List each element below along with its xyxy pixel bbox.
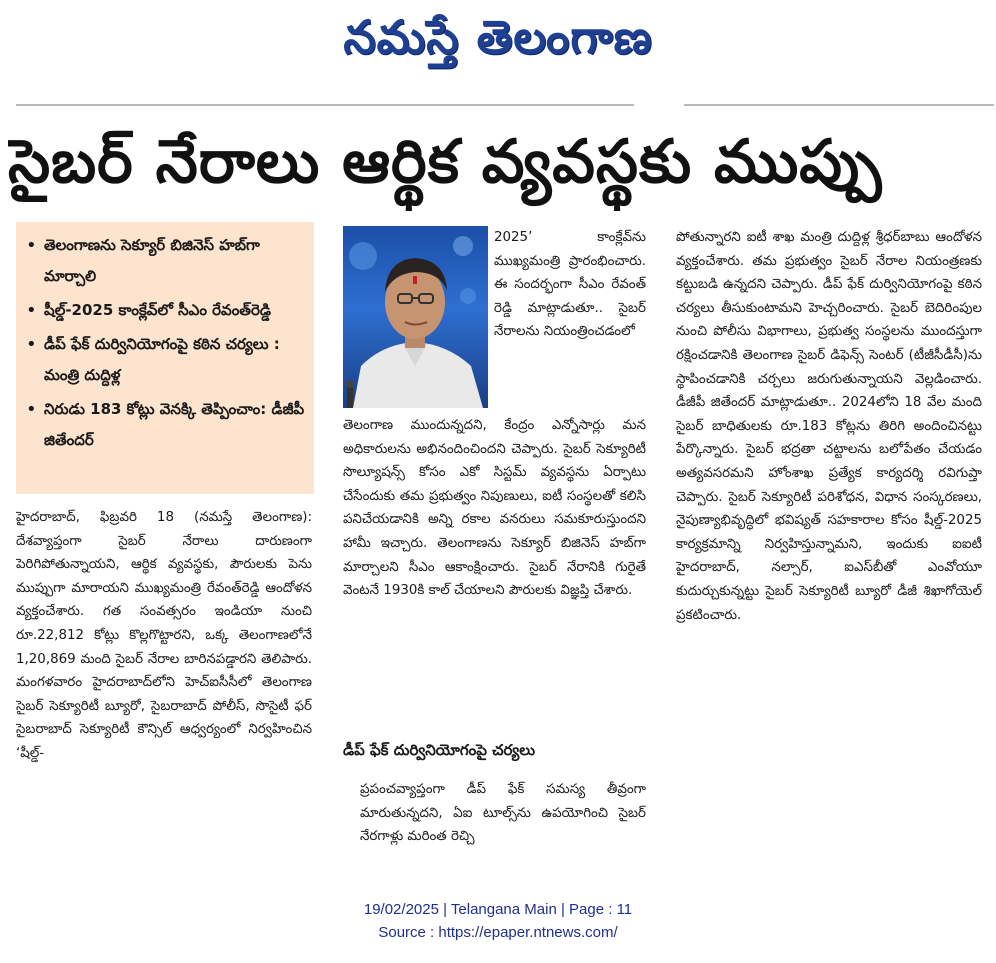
highlight-item	[26, 295, 308, 326]
bullet-icon: •	[26, 334, 37, 355]
article-paragraph: ప్రపంచవ్యాప్తంగా డీప్ ఫేక్ సమస్య తీవ్రంగా మారుతున్నదని, ఏఐ టూల్స్‌ను ఉపయోగించి సైబర్ నేరగాళ్లు మరింత రెచ్చి	[360, 782, 646, 845]
article-paragraph: పోతున్నారని ఐటీ శాఖ మంత్రి దుద్దిళ్ల శ్రీధర్‌బాబు ఆందోళన వ్యక్తంచేశారు. తమ ప్రభుత్వం సైబర్ నేరాల నియంత్రణకు కట్టుబడి ఉన్నదని చెప్పారు. డీప్ ఫేక్ దుర్వినియోగంపై కఠిన చర్యలు తీసుకుంటామని హెచ్చరించారు. సైబర్ బెదిరింపుల నుంచి పోలీసు విభాగాలు, ప్రభుత్వ సంస్థలను ముందస్తుగా రక్షించడానికి తెలంగాణ సైబర్ డిఫెన్స్ సెంటర్ (టీజీసీడీసీ)ను స్థాపించడానికి చర్చలు జరుగుతున్నాయని వెల్లడించారు. డీజీపీ జితేందర్ మాట్లాడుతూ.. 2024లోని 18 వేల మంది సైబర్ బాధితులకు రూ.183 కోట్లను తిరిగి అందించినట్టు పేర్కొన్నారు. సైబర్ భద్రతా చట్టాలను బలోపేతం చేయడం అత్యవసరమని హోంశాఖ ప్రత్యేక కార్యదర్శి రవిగుప్తా చెప్పారు. సైబర్ సెక్యూరిటీ పరిశోధన, విధాన సంస్కరణలు, నైపుణ్యాభివృద్ధిలో భవిష్యత్ సహకారాల కోసం షీల్డ్-2025 కార్యక్రమాన్ని నిర్వహిస్తున్నామని, ఇందుకు ఐఐటీ హైదరాబాద్, నల్సార్, ఐఎస్‌బీతో ఎంవోయూ కుదుర్చుకున్నట్టు సైబర్ సెక్యూరిటీ బ్యూరో డీజీ శిఖాగోయెల్ ప్రకటించారు.	[676, 230, 982, 623]
footer-source: Source : https://epaper.ntnews.com/	[378, 924, 618, 941]
highlights-box	[16, 222, 314, 494]
article-column-3	[676, 226, 982, 866]
bullet-icon: •	[26, 300, 37, 321]
top-rule-right	[684, 104, 994, 106]
article-paragraph: 2025’ కాంక్లేవ్‌ను ముఖ్యమంత్రి ప్రారంభించారు. ఈ సందర్భంగా సీఎం రేవంత్ రెడ్డి మాట్లాడుతూ.. సైబర్ నేరాలను నియంత్రించడంలో	[494, 230, 646, 340]
cm-photo	[343, 226, 488, 408]
bullet-icon: •	[26, 399, 37, 420]
top-rule-left	[16, 104, 634, 106]
headline: సైబర్ నేరాలు ఆర్థిక వ్యవస్థకు ముప్పు	[8, 127, 883, 197]
highlight-item	[26, 230, 308, 292]
article-column-1	[16, 506, 312, 866]
masthead-logo	[0, 4, 996, 70]
highlight-item	[26, 329, 308, 391]
highlight-text: తెలంగాణను సెక్యూర్ బిజినెస్ హబ్‌గా మార్చాలి	[44, 236, 260, 285]
highlight-text: డీప్ ఫేక్ దుర్వినియోగంపై కఠిన చర్యలు : మంత్రి దుద్దిళ్ల	[44, 335, 280, 384]
highlight-text: నిరుడు 183 కోట్లు వెనక్కి తెప్పించాం: డీజీపీ జితేందర్	[44, 400, 305, 449]
article-column-2	[343, 414, 646, 726]
subheading: డీప్ ఫేక్ దుర్వినియోగంపై చర్యలు	[343, 741, 536, 759]
article-column-2-top	[494, 226, 646, 410]
highlight-text: షీల్డ్-2025 కాంక్లేవ్‌లో సీఎం రేవంత్‌రెడ్డి	[44, 301, 271, 319]
article-column-2-bottom	[360, 778, 646, 874]
highlight-item	[26, 394, 308, 456]
article-paragraph: హైదరాబాద్, ఫిబ్రవరి 18 (నమస్తే తెలంగాణ): దేశవ్యాప్తంగా సైబర్ నేరాలు దారుణంగా పెరిగిపోతున్నాయని, ఆర్థిక వ్యవస్థకు, పౌరులకు పెను ముప్పుగా మారాయని ముఖ్యమంత్రి రేవంత్‌రెడ్డి ఆందోళన వ్యక్తంచేశారు. గత సంవత్సరం ఇండియా నుంచి రూ.22,812 కోట్లు కొల్లగొట్టారని, ఒక్క తెలంగాణలోనే 1,20,869 మంది సైబర్ నేరాల బారినపడ్డారని తెలిపారు. మంగళవారం హైదరాబాద్‌లోని హెచ్‌ఐసీసీలో తెలంగాణ సైబర్ సెక్యూరిటీ బ్యూరో, సైబరాబాద్ పోలీస్, సొసైటీ ఫర్ సైబరాబాద్ సెక్యూరిటీ కౌన్సిల్ ఆధ్వర్యంలో నిర్వహించిన ‘షీల్డ్-	[16, 510, 312, 761]
masthead-title: నమస్తే తెలంగాణ	[343, 10, 653, 64]
footer-date-page: 19/02/2025 | Telangana Main | Page : 11	[363, 901, 633, 918]
portrait-illustration	[343, 226, 488, 408]
bullet-icon: •	[26, 235, 37, 256]
article-paragraph: తెలంగాణ ముందున్నదని, కేంద్రం ఎన్నోసార్లు మన అధికారులను అభినందించిందని చెప్పారు. సైబర్ సెక్యూరిటీ సొల్యూషన్స్ కోసం ఎకో సిస్టమ్ వ్యవస్థను ఏర్పాటు చేసేందుకు తమ ప్రభుత్వం నిపుణులు, ఐటీ సంస్థలతో కలిసి పనిచేయడానికి అన్ని రకాల వనరులు సమకూరుస్తుందని హామీ ఇచ్చారు. తెలంగాణను సెక్యూర్ బిజినెస్ హబ్‌గా మార్చాలని సీఎం ఆకాంక్షించారు. సైబర్ నేరానికి గురైతే వెంటనే 1930కి కాల్ చేయాలని పౌరులకు విజ్ఞప్తి చేశారు.	[343, 418, 646, 599]
